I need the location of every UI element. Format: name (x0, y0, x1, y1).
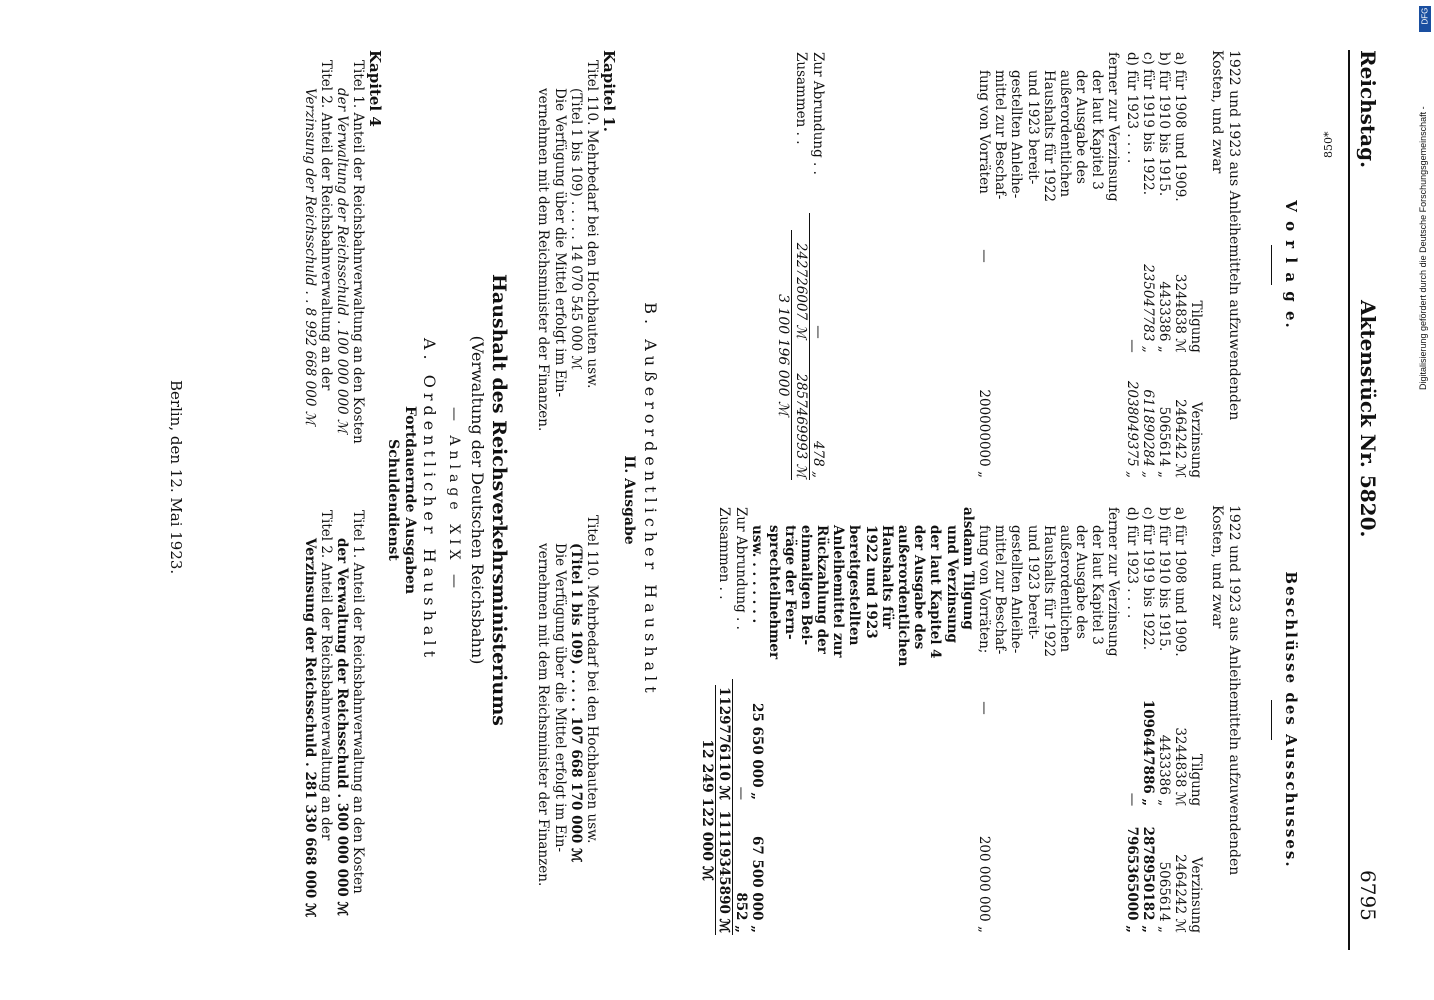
col-header-verzinsung: Verzinsung (1188, 856, 1205, 933)
fortdauernde-title: Fortdauernde Ausgaben (402, 405, 419, 595)
header-left: Reichstag. (1356, 50, 1380, 169)
table-row: d) für 1923 . . . . — 2038049375 „ (1123, 52, 1140, 478)
page-stamp: 850* (1322, 131, 1335, 158)
kapitel-4-right: Titel 1. Anteil der Reichsbahnverwaltung an den Kosten der Verwaltung der Reichsschuld . 300 000 000 ℳ Titel 2. Anteil der Reichsbahnverwaltung an der Verzinsung der Reichsschuld . 281 330 668 000 ℳ (301, 510, 367, 918)
intro-line: 1922 und 1923 aus Anleihemitteln aufzuwendenden (1226, 505, 1242, 876)
ferner-block: ferner zur Verzinsung der laut Kapitel 3 der Ausgabe des außerordentlichen Haushalts für 1922 und 1923 bereit- gestellten Anleihe- mittel zur Beschaf- fung von Vorräten; — 200 000 000 „ (975, 507, 1122, 933)
intro-line: Kosten, und zwar (1209, 505, 1226, 629)
col-header-tilgung: Tilgung (1188, 753, 1205, 807)
anlage-label: — Anlage XIX — (446, 406, 463, 593)
digitization-notice: Digitalisierung gefördert durch die Deutsche Forschungsgemeinschaft - (1418, 106, 1428, 390)
table-row: a) für 1908 und 1909. 3244838 ℳ 2464242 ℳ (1172, 52, 1189, 478)
verkehr-subtitle: (Verwaltung der Deutschen Reichsbahn) (468, 335, 488, 665)
vorlage-column (775, 50, 1300, 480)
title-rule (1271, 245, 1272, 285)
col-header-tilgung: Tilgung (1188, 300, 1205, 353)
intro-line: 1922 und 1923 aus Anleihemitteln aufzuwendenden (1226, 50, 1242, 421)
rotated-document (120, 50, 1390, 950)
ordentlich-title: A. Ordentlicher Haushalt (420, 337, 440, 663)
section-verkehr (296, 50, 510, 950)
intro-line: Kosten, und zwar (1209, 50, 1226, 174)
header-title: Aktenstück Nr. 5820. (1356, 300, 1380, 538)
section-b-subtitle: II. Ausgabe (620, 455, 637, 545)
kapitel-1-right: Titel 110. Mehrbedarf bei den Hochbauten usw. (Titel 1 bis 109) . . . . . 107 668 170 000 ℳ Die Verfügung über die Mittel erfolgt im Ein- vernehmen mit dem Reichsminister der Finanzen. (535, 515, 601, 887)
dfg-logo: DFG (1419, 6, 1431, 32)
vorlage-title: V o r l a g e. (1282, 200, 1300, 330)
vorlage-gesamt: 3 100 196 000 ℳ (775, 230, 793, 480)
table-row: Zur Abrundung . . — 852 „ (733, 507, 750, 933)
header-rule (1348, 50, 1350, 950)
col-header-verzinsung: Verzinsung (1188, 401, 1205, 478)
beschluesse-title: Beschlüsse des Ausschusses. (1282, 571, 1300, 869)
section-b (530, 50, 660, 950)
table-row: b) für 1910 bis 1915. 4433386 „ 5065614 „ (1156, 507, 1173, 933)
beschluesse-column (698, 505, 1300, 935)
table-row: d) für 1923 . . . . — 7965365000 „ (1123, 507, 1140, 933)
schuldendienst-title: Schuldendienst (385, 439, 402, 561)
footer-date: Berlin, den 12. Mai 1923. (167, 380, 185, 575)
title-rule (1271, 700, 1272, 740)
table-row: Zusammen . . 242726007 ℳ 2857469993 ℳ (792, 52, 810, 478)
kapitel-1-label: Kapitel 1. (600, 50, 619, 132)
section-b-title: B. Außerordentlicher Haushalt (641, 302, 660, 698)
table-row: Zusammen . . 1129776110 ℳ 11119345890 ℳ (715, 507, 733, 933)
kapitel-4-left: Titel 1. Anteil der Reichsbahnverwaltung an den Kosten der Verwaltung der Reichsschuld . 100 000 000 ℳ Titel 2. Anteil der Reichsbahnverwaltung an der Verzinsung der Reichsschuld . . 8 992 668 000 ℳ (301, 60, 367, 444)
vorlage-table (1123, 50, 1204, 480)
page-number: 6795 (1356, 870, 1380, 921)
beschluesse-table (1123, 505, 1204, 935)
beschluesse-gesamt: 12 249 122 000 ℳ (698, 685, 716, 935)
table-row: Zur Abrundung . . — 478 „ (809, 52, 826, 478)
table-row: a) für 1908 und 1909. 3244838 ℳ 2464242 ℳ (1172, 507, 1189, 933)
table-row: c) für 1919 bis 1922. 1096447886 „ 2878950182 „ (1139, 507, 1156, 933)
alsdann-block: alsdann Tilgung und Verzinsung der laut Kapitel 4 der Ausgabe des außerordentlichen Haushalts für 1922 und 1923 bereitgestellten Anleihemittel zur Rückzahlung der einmaligen Bei- träge der Fern- sprechteilnehmer usw. . . . . . . . 25 650 000 „ 67 500 000 „ Zur Abrundung . . — 852 „ Zusammen . . 1129776110 ℳ 11119345890 ℳ (715, 507, 976, 933)
ferner-block: ferner zur Verzinsung der laut Kapitel 3 der Ausgabe des außerordentlichen Haushalts für 1922 und 1923 bereit- gestellten Anleihe- mittel zur Beschaf- fung von Vorräten — 200000000 „ (975, 52, 1122, 478)
table-row: c) für 1919 bis 1922. 235047783 „ 611890284 „ (1139, 52, 1156, 478)
kapitel-1-left: Titel 110. Mehrbedarf bei den Hochbauten usw. (Titel 1 bis 109) . . . . . 14 070 545 000 ℳ Die Verfügung über die Mittel erfolgt im Ein- vernehmen mit dem Reichsminister der Finanzen. (535, 60, 601, 432)
verkehr-title: Haushalt des Reichsverkehrsministeriums (488, 273, 510, 727)
kapitel-4-label: Kapitel 4 (366, 50, 385, 127)
vorlage-totals (792, 50, 825, 480)
table-row: b) für 1910 bis 1915. 4433386 „ 5065614 „ (1156, 52, 1173, 478)
